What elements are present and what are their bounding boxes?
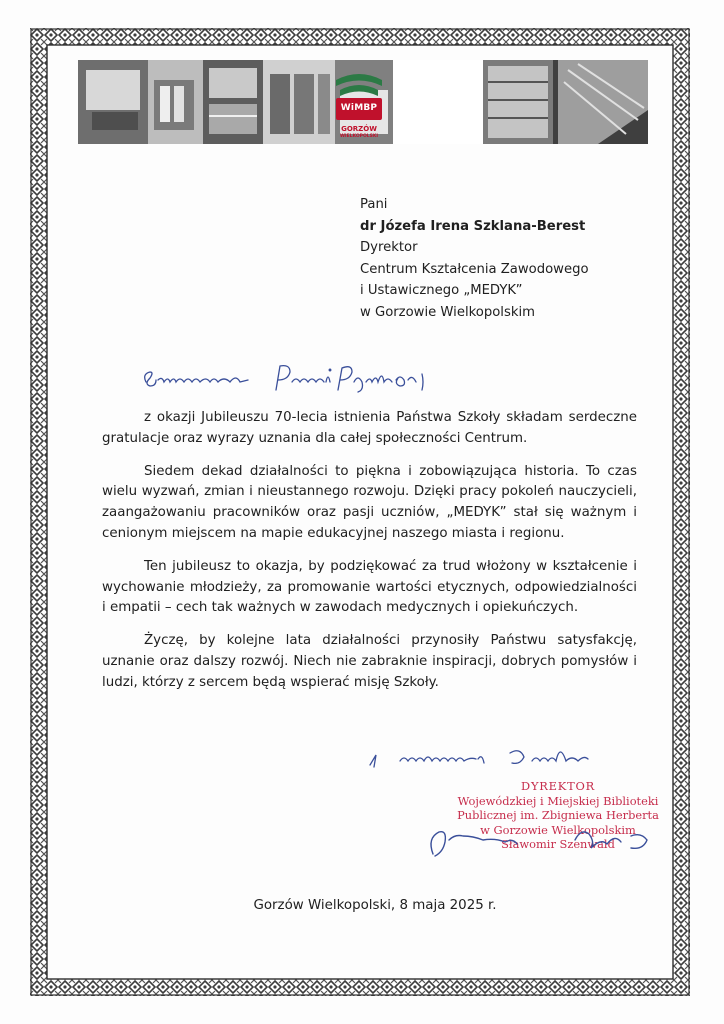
logo-region-text: WIELKOPOLSKI [339,134,379,139]
body-paragraph: Ten jubileusz to okazja, by podziękować za trud włożony w kształcenie i wychowanie młodzieży, za promowanie wartości etycznych, odpowiedzialności i empatii – cech tak ważnych w zawodach medycznych i opiekuńczych. [102,558,637,616]
stamp-line: w Gorzowie Wielkopolskim [480,822,636,837]
addressee-position: Dyrektor [360,240,418,255]
stamp-line: Wojewódzkiej i Miejskiej Biblioteki [457,793,659,808]
handwritten-signature [425,818,665,864]
addressee-name: dr Józefa Irena Szklana-Berest [360,218,586,234]
logo-city-text: GORZÓW [341,125,377,133]
logo-mark-text: WiMBP [340,103,378,113]
handwritten-closing [360,735,660,775]
stamp-signatory: Sławomir Szenwald [501,837,615,852]
addressee-institution-line-1: Centrum Kształcenia Zawodowego [360,261,589,277]
handwritten-salutation-text: Szanowna Pani Dyrektor, [140,394,153,395]
date-line: Gorzów Wielkopolski, 8 maja 2025 r. [253,898,497,913]
handwritten-salutation [140,360,500,396]
stamp-line: Publicznej im. Zbigniewa Herberta [457,808,659,823]
addressee-block [360,194,589,323]
body-paragraph: z okazji Jubileuszu 70-lecia istnienia Państwa Szkoły składam serdeczne gratulacje oraz wyrazy uznania dla całej społeczności Centrum. [102,410,637,446]
handwritten-closing-text: z wyrazami szacunku [360,774,371,775]
addressee-institution-line-2: i Ustawicznego „MEDYK” [360,283,523,298]
body-paragraph: Życzę, by kolejne lata działalności przynosiły Państwu satysfakcję, uznanie oraz dalszy rozwój. Niech nie zabraknie inspiracji, dobrych pomysłów i ludzi, którzy z sercem będą wspierać misję Szkoły. [102,633,637,690]
addressee-title: Pani [360,197,388,212]
addressee-city: w Gorzowie Wielkopolskim [360,304,535,320]
stamp-title: DYREKTOR [521,779,595,793]
body-paragraph: Siedem dekad działalności to piękna i zobowiązująca historia. To czas wielu wyzwań, zmian i nieustannego rozwoju. Dzięki pracy pokoleń nauczycieli, zaangażowaniu pracowników oraz pasji uczniów, „MEDYK” stał się ważnym i cenionym miejscem na mapie edukacyjnej naszego miasta i regionu. [102,463,637,541]
letter-body [102,408,637,706]
